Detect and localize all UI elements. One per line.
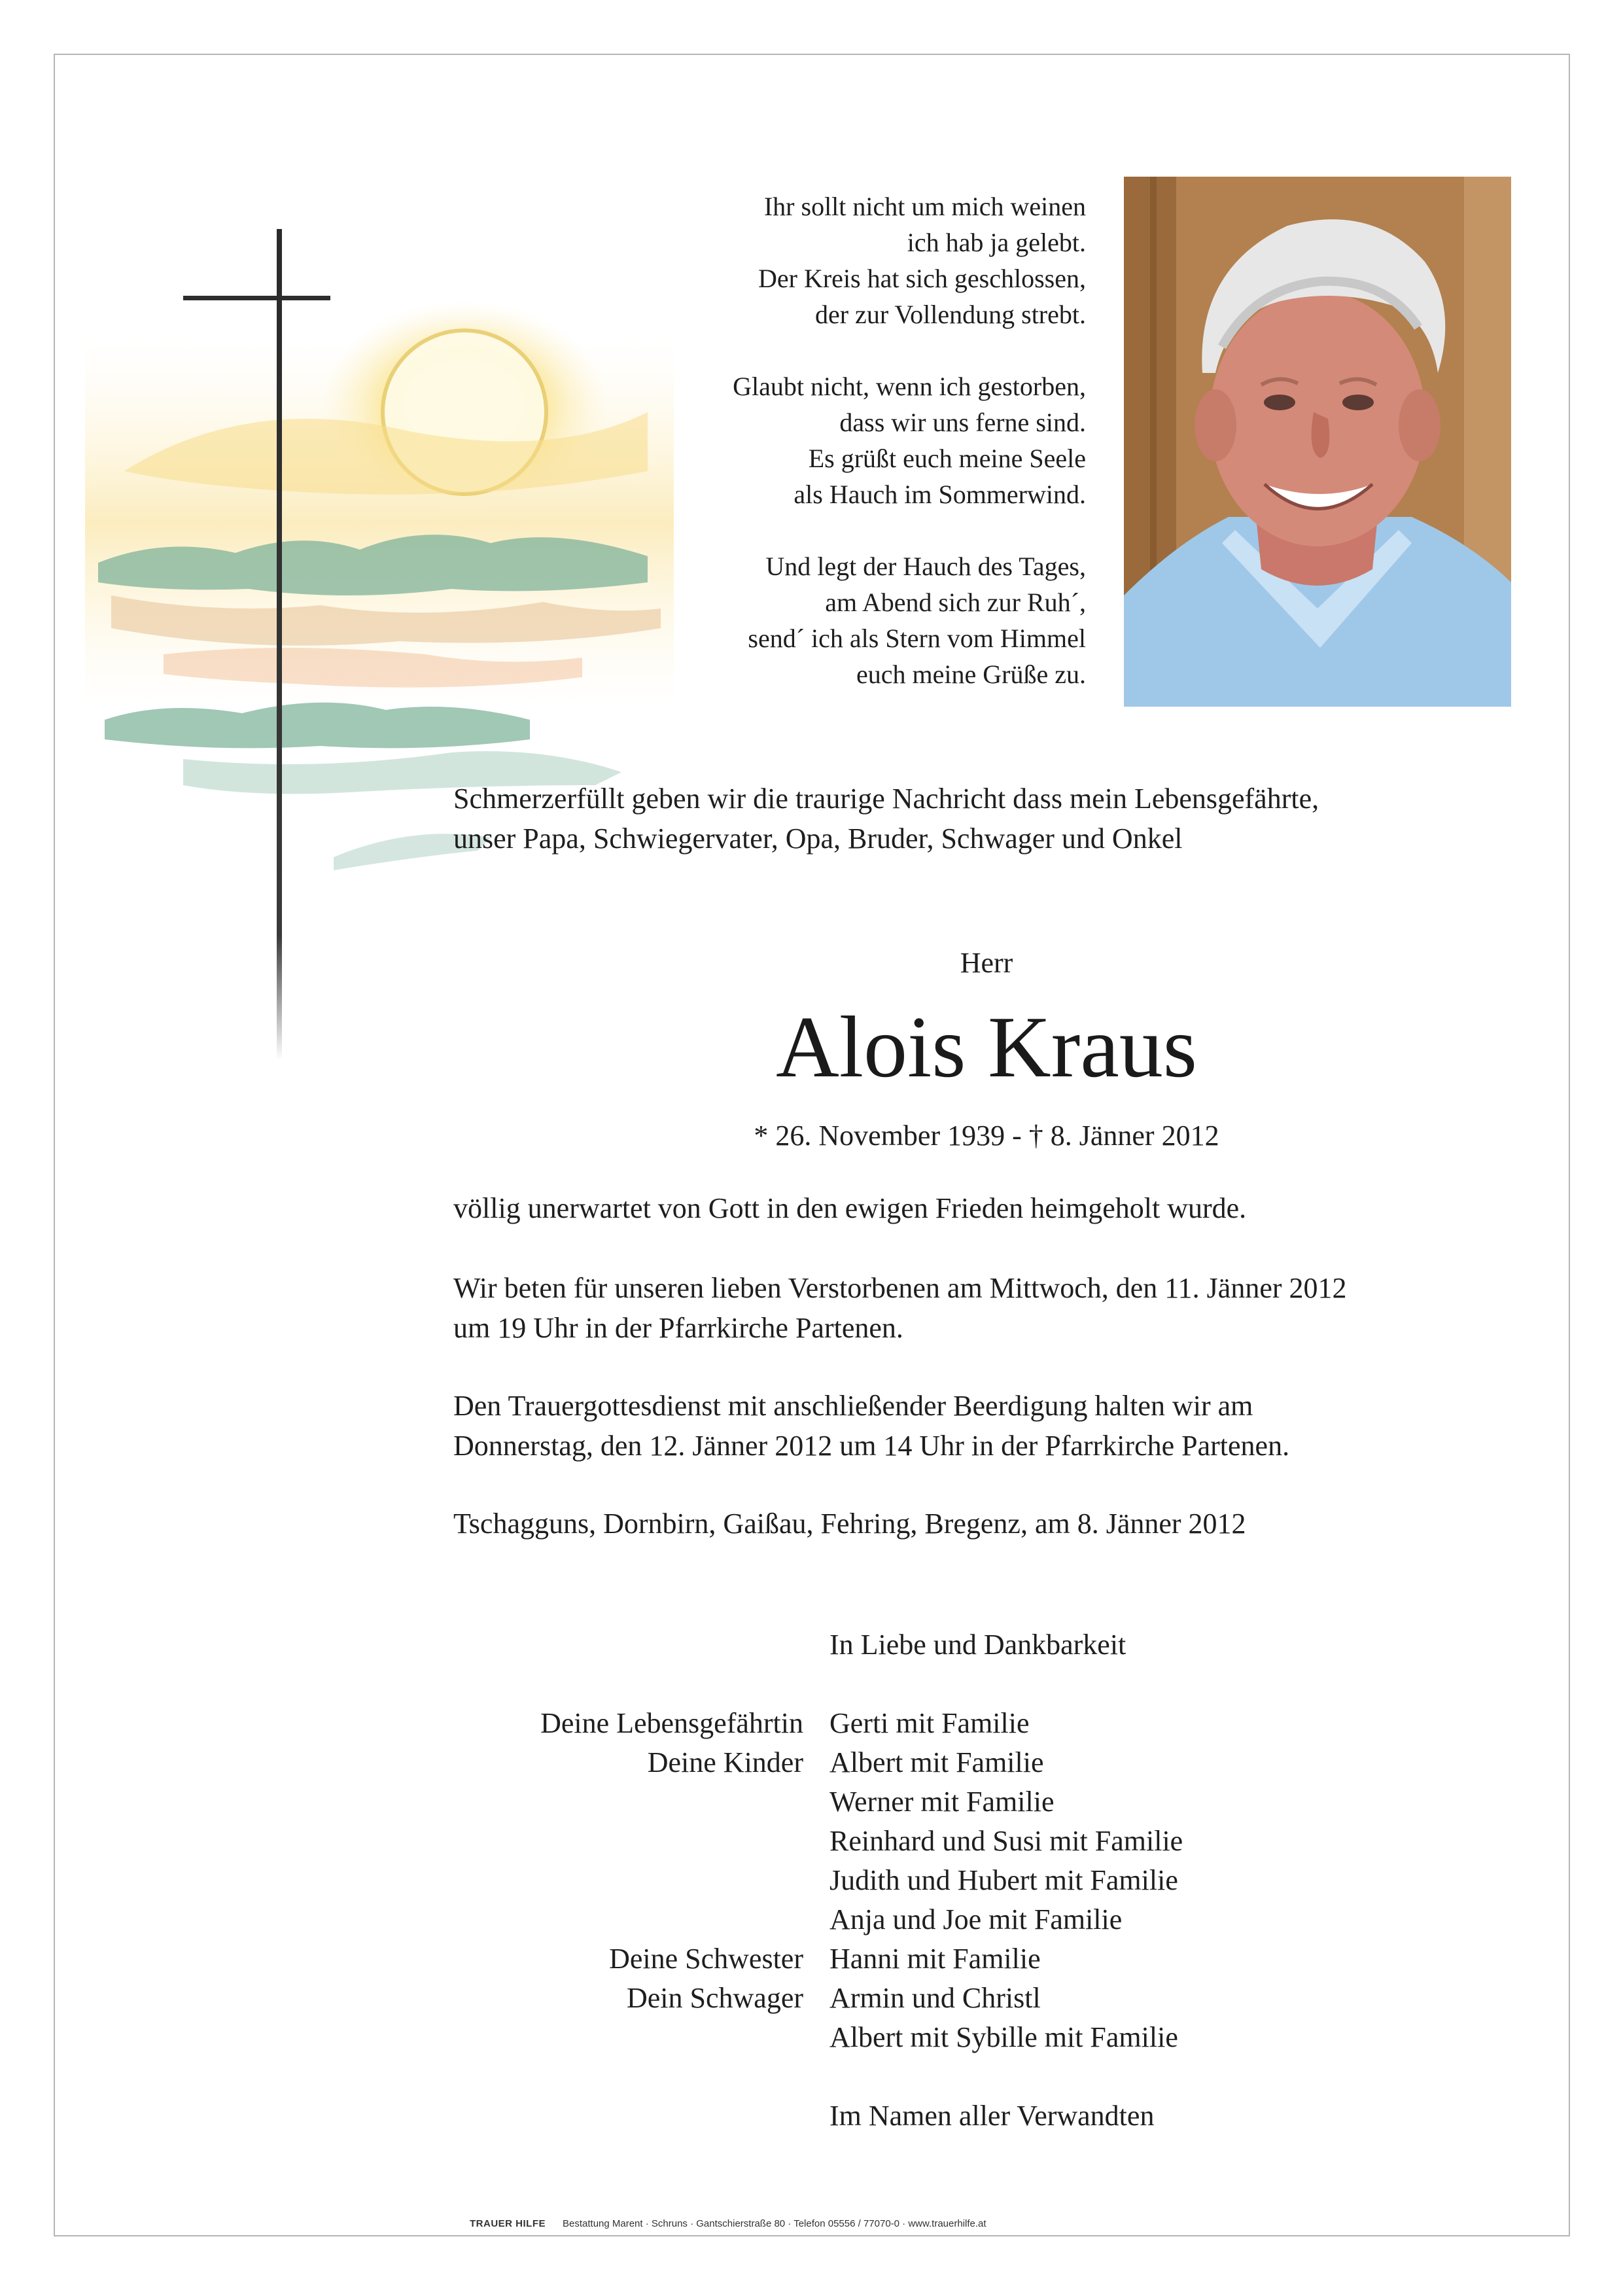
family-name: Hanni mit Familie (829, 1943, 1041, 1975)
footer-details: Bestattung Marent · Schruns · Gantschierstraße 80 · Telefon 05556 / 77070-0 · www.trauerhilfe.at (563, 2218, 986, 2229)
relations-column (0, 1704, 824, 2070)
poem-stanza (563, 548, 1086, 692)
poem-line: send´ ich als Stern vom Himmel (748, 624, 1086, 653)
family-name: Armin und Christl (829, 1982, 1041, 2014)
poem-line: der zur Vollendung strebt. (814, 300, 1086, 329)
prayer-text (453, 1268, 1552, 1348)
closing-line: Im Namen aller Verwandten (829, 2100, 1155, 2132)
relation-label: Deine Kinder (647, 1746, 803, 1778)
memorial-poem (563, 188, 1086, 728)
signoff-line: In Liebe und Dankbarkeit (829, 1629, 1126, 1661)
passing-line: völlig unerwartet von Gott in den ewigen Frieden heimgeholt wurde. (453, 1192, 1247, 1224)
announcement-line: Schmerzerfüllt geben wir die traurige Nachricht dass mein Lebensgefährte, (453, 783, 1319, 815)
announcement-text (453, 779, 1552, 858)
relation-label: Deine Schwester (609, 1943, 803, 1975)
poem-line: Der Kreis hat sich geschlossen, (758, 264, 1086, 293)
poem-line: am Abend sich zur Ruh´, (825, 588, 1086, 617)
family-name: Judith und Hubert mit Familie (829, 1864, 1178, 1896)
family-name: Gerti mit Familie (829, 1707, 1030, 1739)
portrait-photo (1124, 177, 1511, 707)
poem-line: Und legt der Hauch des Tages, (765, 552, 1086, 581)
family-name: Werner mit Familie (829, 1786, 1055, 1818)
funeral-line: Donnerstag, den 12. Jänner 2012 um 14 Uhr in der Pfarrkirche Partenen. (453, 1430, 1290, 1462)
family-name: Reinhard und Susi mit Familie (829, 1825, 1183, 1857)
life-dates: * 26. November 1939 - † 8. Jänner 2012 (754, 1120, 1219, 1152)
footer (470, 2218, 986, 2229)
family-name: Albert mit Familie (829, 1746, 1044, 1778)
footer-brand: TRAUER HILFE (470, 2218, 546, 2229)
family-name: Albert mit Sybille mit Familie (829, 2021, 1178, 2053)
place-date (453, 1504, 1552, 1544)
poem-line: dass wir uns ferne sind. (839, 408, 1086, 437)
salutation: Herr (960, 947, 1013, 979)
poem-stanza (563, 188, 1086, 332)
family-name: Anja und Joe mit Familie (829, 1903, 1123, 1935)
poem-stanza (563, 368, 1086, 512)
poem-line: Glaubt nicht, wenn ich gestorben, (733, 372, 1086, 401)
relation-label: Dein Schwager (626, 1982, 803, 2014)
funeral-text (453, 1386, 1552, 1466)
poem-line: ich hab ja gelebt. (907, 228, 1086, 257)
prayer-line: um 19 Uhr in der Pfarrkirche Partenen. (453, 1312, 903, 1344)
poem-line: euch meine Grüße zu. (856, 660, 1086, 689)
passing-text (453, 1188, 1552, 1228)
announcement-line: unser Papa, Schwiegervater, Opa, Bruder, Schwager und Onkel (453, 822, 1183, 855)
place-date-line: Tschagguns, Dornbirn, Gaißau, Fehring, Bregenz, am 8. Jänner 2012 (453, 1508, 1246, 1540)
poem-line: Es grüßt euch meine Seele (808, 444, 1086, 473)
prayer-line: Wir beten für unseren lieben Verstorbenen am Mittwoch, den 11. Jänner 2012 (453, 1272, 1347, 1304)
family-names (829, 1704, 1183, 2057)
signoff (829, 1625, 1126, 1665)
funeral-line: Den Trauergottesdienst mit anschließender Beerdigung halten wir am (453, 1390, 1253, 1422)
poem-line: als Hauch im Sommerwind. (794, 480, 1086, 509)
poem-line: Ihr sollt nicht um mich weinen (763, 192, 1086, 221)
deceased-name: Alois Kraus (776, 998, 1197, 1095)
relation-label: Deine Lebensgefährtin (540, 1707, 803, 1739)
